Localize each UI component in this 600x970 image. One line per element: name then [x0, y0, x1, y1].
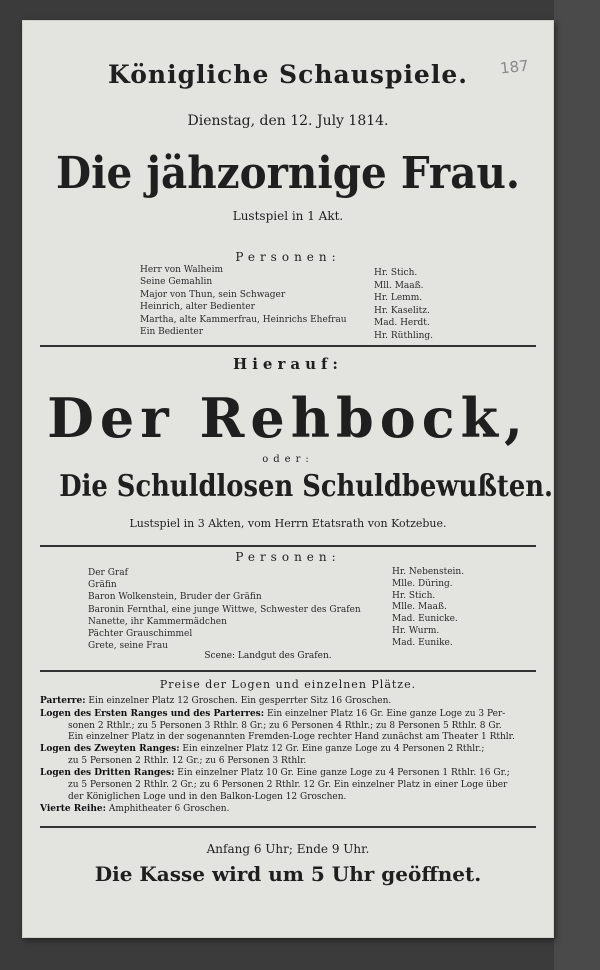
- actor: Mlle. Düring.: [392, 578, 453, 589]
- actor: Hr. Stich.: [374, 268, 418, 278]
- performance-times: Anfang 6 Uhr; Ende 9 Uhr.: [206, 842, 370, 856]
- role: Der Graf: [88, 568, 128, 578]
- price-text: Ein einzelner Platz 12 Gr. Eine ganze Loge zu 4 Personen 2 Rthlr.;: [179, 744, 485, 754]
- play2-roles: [88, 567, 361, 652]
- divider-rule: [40, 826, 536, 828]
- actor: Hr. Stich.: [392, 590, 436, 601]
- role: Gräfin: [88, 580, 117, 591]
- prices-heading: Preise der Logen und einzelnen Plätze.: [159, 678, 417, 691]
- background-strip: [554, 0, 600, 970]
- divider-rule: [40, 345, 536, 347]
- divider-rule: [40, 545, 536, 547]
- price-line: [40, 768, 540, 778]
- price-line: [40, 696, 540, 706]
- price-label: Vierte Reihe:: [40, 804, 106, 814]
- price-text: der Königlichen Loge und in den Balkon-Logen 12 Groschen.: [68, 792, 347, 802]
- price-line: [68, 756, 568, 766]
- price-text: Ein einzelner Platz 10 Gr. Eine ganze Loge zu 4 Personen 1 Rthlr. 16 Gr.;: [174, 768, 510, 778]
- price-text: sonen 2 Rthlr.; zu 5 Personen 3 Rthlr. 8 Gr.; zu 6 Personen 4 Rthlr.; zu 8 Personen 5 Rthlr. 8 Gr.: [68, 721, 502, 731]
- actor: Hr. Wurm.: [392, 625, 440, 636]
- price-label: Parterre:: [40, 696, 86, 706]
- actor: Mll. Maaß.: [374, 280, 424, 291]
- role: Pächter Grauschimmel: [88, 629, 193, 640]
- play1-subtitle: Lustspiel in 1 Akt.: [232, 209, 344, 223]
- role: Nanette, ihr Kammermädchen: [88, 616, 227, 627]
- price-line: [68, 780, 568, 790]
- price-text: Ein einzelner Platz 16 Gr. Eine ganze Loge zu 3 Per-: [264, 709, 506, 719]
- play1-roles: [140, 264, 347, 338]
- price-label: Logen des Ersten Ranges und des Parterres:: [40, 709, 265, 719]
- role: Seine Gemahlin: [140, 277, 213, 288]
- price-label: Logen des Dritten Ranges:: [40, 768, 175, 778]
- play1-title: Die jähzornige Frau.: [55, 148, 521, 199]
- scene-note: Scene: Landgut des Grafen.: [204, 651, 332, 661]
- actor: Hr. Rüthling.: [374, 330, 434, 341]
- price-text: zu 5 Personen 2 Rthlr. 2 Gr.; zu 6 Personen 2 Rthlr. 12 Gr. Ein einzelner Platz in einer Loge über: [68, 780, 508, 790]
- price-line: [68, 792, 568, 802]
- play2-alt-title: Die Schuldlosen Schuldbewußten.: [59, 469, 554, 504]
- price-line: [68, 721, 568, 731]
- play2-title: Der Rehbock,: [47, 386, 529, 450]
- play1-actors: [374, 267, 433, 343]
- box-office-note: Die Kasse wird um 5 Uhr geöffnet.: [94, 862, 482, 886]
- theatre-name: Königliche Schauspiele.: [108, 60, 468, 89]
- role: Heinrich, alter Bedienter: [140, 302, 255, 313]
- price-text: Ein einzelner Platz 12 Groschen. Ein gesperrter Sitz 16 Groschen.: [85, 696, 392, 706]
- play1-cast-heading: Personen:: [235, 250, 341, 264]
- price-line: [40, 744, 540, 754]
- price-line: [68, 732, 568, 742]
- role: Martha, alte Kammerfrau, Heinrichs Ehefrau: [140, 314, 347, 325]
- performance-date: Dienstag, den 12. July 1814.: [187, 113, 389, 129]
- actor: Hr. Nebenstein.: [392, 567, 465, 577]
- actor: Hr. Lemm.: [374, 293, 423, 304]
- role: Herr von Walheim: [140, 265, 224, 275]
- actor: Mlle. Maaß.: [392, 602, 447, 613]
- play2-cast-heading: Personen:: [235, 550, 341, 564]
- actor: Mad. Eunicke.: [392, 614, 458, 625]
- divider-rule: [40, 670, 536, 672]
- role: Baronin Fernthal, eine junge Wittwe, Schwester des Grafen: [88, 604, 361, 615]
- hierauf-label: Hierauf:: [233, 355, 343, 373]
- price-text: zu 5 Personen 2 Rthlr. 12 Gr.; zu 6 Personen 3 Rthlr.: [68, 756, 307, 766]
- play2-subtitle: Lustspiel in 3 Akten, vom Herrn Etatsrath von Kotzebue.: [129, 517, 447, 530]
- role: Ein Bedienter: [140, 327, 204, 338]
- price-text: Ein einzelner Platz in der sogenannten Fremden-Loge rechter Hand zunächst am Theater 1 Rthlr.: [68, 732, 515, 742]
- actor: Mad. Eunike.: [392, 637, 453, 648]
- role: Baron Wolkenstein, Bruder der Gräfin: [88, 592, 262, 603]
- oder-label: oder:: [262, 454, 314, 465]
- actor: Hr. Kaselitz.: [374, 305, 430, 316]
- price-line: [40, 804, 540, 814]
- inventory-number: 187: [499, 56, 530, 78]
- role: Major von Thun, sein Schwager: [140, 289, 286, 300]
- price-label: Logen des Zweyten Ranges:: [40, 744, 180, 754]
- play2-actors: [392, 567, 464, 650]
- role: Grete, seine Frau: [88, 641, 168, 652]
- price-text: Amphitheater 6 Groschen.: [105, 804, 230, 814]
- playbill-sheet: [22, 20, 554, 938]
- price-line: [40, 709, 540, 719]
- actor: Mad. Herdt.: [374, 318, 430, 329]
